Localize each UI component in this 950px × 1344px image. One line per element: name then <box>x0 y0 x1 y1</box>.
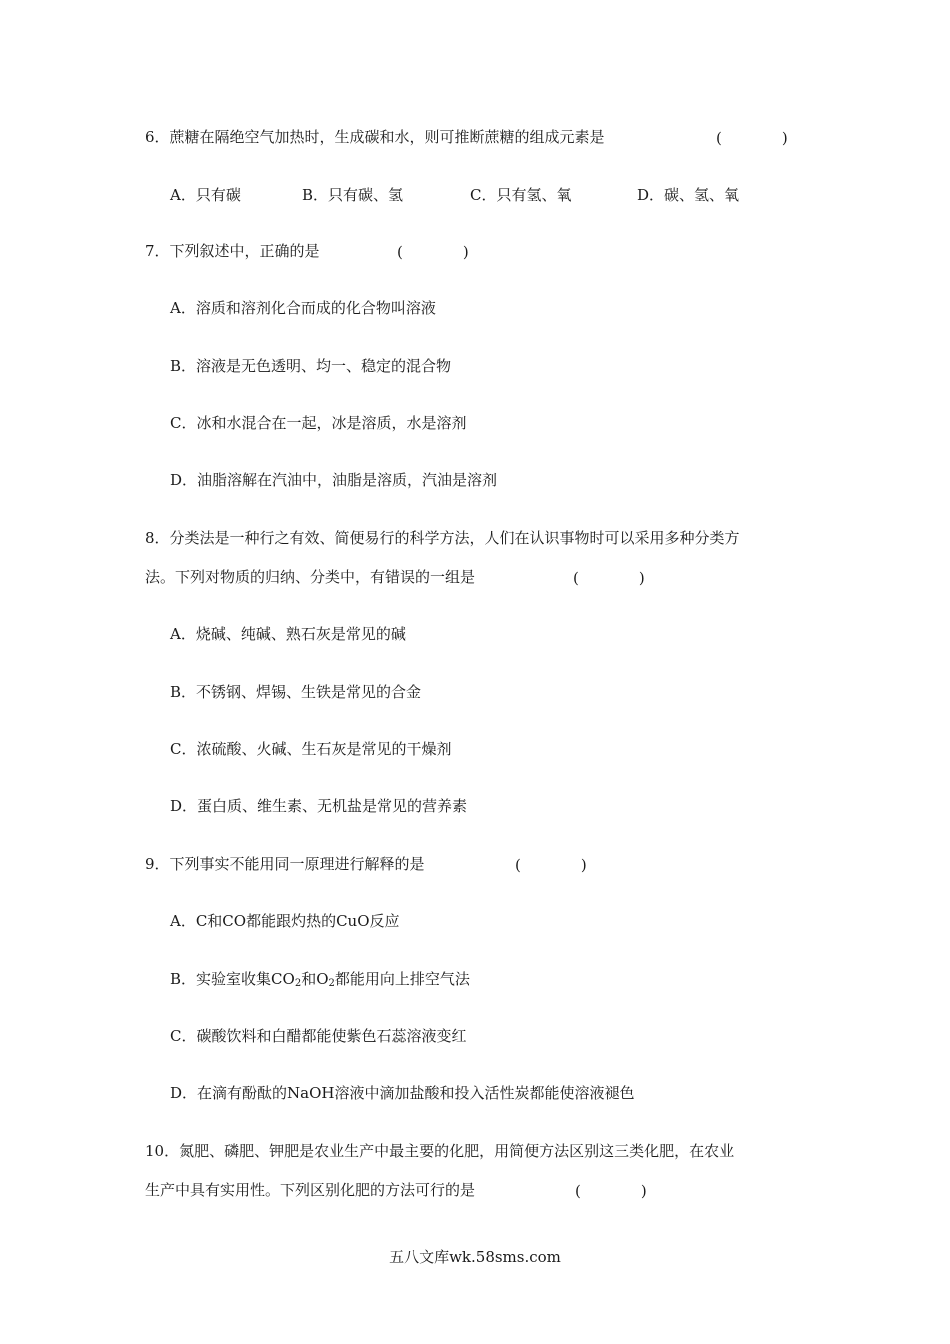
q9-option-b-prefix: B．实验室收集CO <box>170 970 295 988</box>
q9-answer-paren: ( ) <box>515 856 587 874</box>
page-footer: 五八文库wk.58sms.com <box>389 1248 561 1266</box>
q7-option-c: C．冰和水混合在一起，冰是溶质，水是溶剂 <box>170 414 467 432</box>
q6-option-b: B．只有碳、氢 <box>302 186 404 204</box>
q7-stem: 7．下列叙述中，正确的是 <box>145 242 320 260</box>
q9-option-d: D．在滴有酚酞的NaOH溶液中滴加盐酸和投入活性炭都能使溶液褪色 <box>170 1084 635 1102</box>
q9-option-b-mid: 和O <box>301 970 329 988</box>
q8-option-c: C．浓硫酸、火碱、生石灰是常见的干燥剂 <box>170 740 452 758</box>
q6-option-d: D．碳、氢、氧 <box>637 186 740 204</box>
q9-option-c: C．碳酸饮料和白醋都能使紫色石蕊溶液变红 <box>170 1027 467 1045</box>
q8-stem-line2: 法。下列对物质的归纳、分类中，有错误的一组是 <box>145 568 476 586</box>
q6-answer-paren: ( ) <box>716 129 788 147</box>
q10-stem-line1: 10．氮肥、磷肥、钾肥是农业生产中最主要的化肥，用简便方法区别这三类化肥，在农业 <box>145 1142 735 1160</box>
q9-stem: 9．下列事实不能用同一原理进行解释的是 <box>145 855 425 873</box>
q9-option-b-sub1: 2 <box>294 978 302 989</box>
q6-stem: 6．蔗糖在隔绝空气加热时，生成碳和水，则可推断蔗糖的组成元素是 <box>145 128 605 146</box>
q9-option-b-suffix: 都能用向上排空气法 <box>334 970 470 988</box>
q7-answer-paren: ( ) <box>397 243 469 261</box>
q6-option-c: C．只有氢、氧 <box>470 186 572 204</box>
q7-option-b: B．溶液是无色透明、均一、稳定的混合物 <box>170 357 452 375</box>
q8-option-d: D．蛋白质、维生素、无机盐是常见的营养素 <box>170 797 468 815</box>
q7-option-d: D．油脂溶解在汽油中，油脂是溶质，汽油是溶剂 <box>170 471 498 489</box>
q7-option-a: A．溶质和溶剂化合而成的化合物叫溶液 <box>170 299 436 317</box>
q9-option-b-sub2: 2 <box>328 978 335 989</box>
q6-options <box>170 184 810 204</box>
q9-option-a: A．C和CO都能跟灼热的CuO反应 <box>170 912 400 930</box>
q10-answer-paren: ( ) <box>575 1182 647 1200</box>
q6-option-a: A．只有碳 <box>170 186 241 204</box>
q10-stem-line2: 生产中具有实用性。下列区别化肥的方法可行的是 <box>145 1181 476 1199</box>
q8-option-a: A．烧碱、纯碱、熟石灰是常见的碱 <box>170 625 406 643</box>
q8-stem-line1: 8．分类法是一种行之有效、简便易行的科学方法，人们在认识事物时可以采用多种分类方 <box>145 529 740 547</box>
q9-option-b <box>170 969 470 989</box>
q8-option-b: B．不锈钢、焊锡、生铁是常见的合金 <box>170 683 422 701</box>
q8-answer-paren: ( ) <box>573 569 645 587</box>
